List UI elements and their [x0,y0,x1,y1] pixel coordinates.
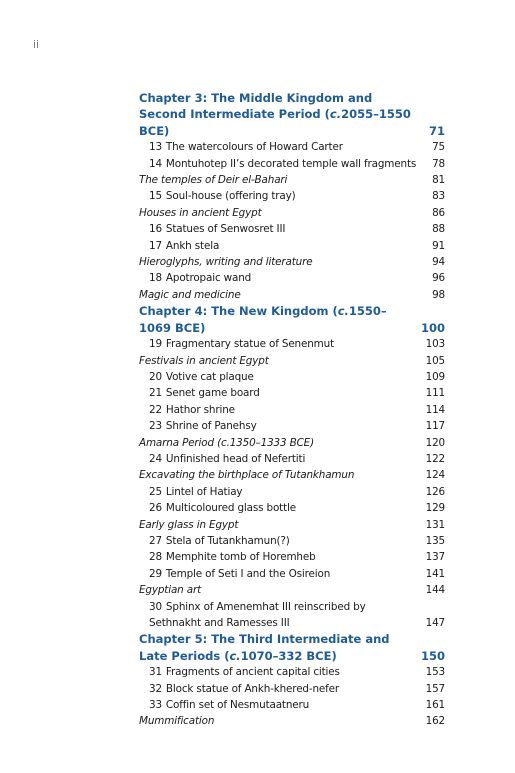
toc-entry [139,697,445,713]
entry-title [139,139,432,155]
chapter-title-dates: 2055–1550 BCE) [139,107,411,138]
page-ref: 131 [425,518,445,531]
entry-title-text: Sphinx of Amenemhat III reinscribed by Sethnakht and Ramesses III [149,600,366,629]
toc-entry [139,238,445,254]
page-ref: 114 [425,403,445,416]
toc-entry [139,385,445,401]
page-ref: 81 [432,174,445,187]
entry-number: 23 [149,420,162,433]
entry-title-text: Memphite tomb of Horemheb [165,551,316,564]
toc-essay [139,517,445,533]
page-ref: 117 [425,420,445,433]
toc-entry [139,451,445,467]
page-ref: 109 [425,370,445,383]
entry-number: 30 [149,600,162,613]
entry-title-text: Ankh stela [165,239,220,252]
entry-title [139,402,426,418]
entry-title-text: Unfinished head of Nefertiti [165,452,306,465]
entry-title [139,369,426,385]
page-ref: 75 [432,141,445,154]
page-ref: 129 [425,502,445,515]
page-ref: 122 [425,452,445,465]
entry-title-text: Houses in ancient Egypt [139,206,262,219]
page-ref: 83 [432,190,445,203]
toc-entry [139,369,445,385]
entry-number: 31 [149,666,162,679]
toc-essay [139,254,445,270]
page-ref: 153 [425,666,445,679]
entry-title [139,287,432,303]
entry-title-text: Hathor shrine [165,403,235,416]
chapter-heading [139,90,445,139]
entry-title-text: Mummification [139,715,215,728]
page-ref: 94 [432,256,445,269]
entry-title-text: Amarna Period (c.1350–1333 BCE) [139,436,315,449]
entry-number: 18 [149,272,162,285]
page-ref: 126 [425,485,445,498]
entry-title [139,451,426,467]
entry-number: 28 [149,551,162,564]
entry-title [139,385,426,401]
page-ref: 124 [425,469,445,482]
chapter-title-text: Chapter 5: The Third Intermediate and Late Periods ( [139,632,390,663]
toc-entry [139,418,445,434]
entry-title-text: Block statue of Ankh-khered-nefer [165,682,340,695]
toc-essay [139,467,445,483]
page-ref: 96 [432,272,445,285]
toc-entry [139,533,445,549]
toc-entry [139,139,445,155]
chapter-heading [139,631,445,664]
toc-entry [139,549,445,565]
entry-title-text: Montuhotep II’s decorated temple wall fragments [165,157,417,170]
entry-title-text: Stela of Tutankhamun(?) [165,534,290,547]
entry-number: 19 [149,338,162,351]
entry-number: 24 [149,452,162,465]
toc-entry [139,484,445,500]
page-ref: 100 [420,320,445,335]
chapter-title-circa: c. [329,107,342,122]
toc-entry [139,599,445,632]
entry-title [139,238,432,254]
entry-number: 14 [149,157,162,170]
entry-title [139,221,432,237]
page-ref: 141 [425,567,445,580]
entry-title-text: Lintel of Hatiay [165,485,243,498]
entry-title [139,172,432,188]
page-ref: 135 [425,534,445,547]
entry-number: 16 [149,223,162,236]
page-ref: 86 [432,206,445,219]
page-ref: 78 [432,157,445,170]
entry-title-text: Shrine of Panehsy [165,420,257,433]
entry-number: 13 [149,141,162,154]
entry-title [139,467,426,483]
entry-title [139,582,426,598]
chapter-title-circa: c. [337,304,349,319]
entry-title [139,353,426,369]
entry-number: 17 [149,239,162,252]
entry-title [139,599,426,632]
entry-title [139,336,426,352]
toc-entry [139,500,445,516]
entry-title-text: The temples of Deir el-Bahari [139,174,288,187]
page-ref: 162 [425,715,445,728]
toc-entry [139,566,445,582]
entry-title-text: Excavating the birthplace of Tutankhamun [139,469,355,482]
entry-title [139,435,426,451]
page-ref: 105 [425,354,445,367]
chapter-title [139,303,421,336]
entry-title [139,270,432,286]
entry-title-text: Temple of Seti I and the Osireion [165,567,331,580]
entry-title [139,697,426,713]
entry-title-text: Fragments of ancient capital cities [165,666,340,679]
page-ref: 161 [425,699,445,712]
entry-number: 25 [149,485,162,498]
page-ref: 71 [428,123,445,138]
toc-entry [139,156,445,172]
page-ref: 120 [425,436,445,449]
entry-title-text: Statues of Senwosret III [165,223,286,236]
toc-essay [139,713,445,729]
chapter-title-dates: 1550–1069 BCE) [139,304,387,335]
chapter-title [139,90,429,139]
entry-title-text: Coffin set of Nesmutaatneru [165,699,310,712]
page-ref: 88 [432,223,445,236]
toc-entry [139,664,445,680]
chapter-title-circa: c. [229,648,241,663]
entry-number: 33 [149,699,162,712]
entry-title-text: Festivals in ancient Egypt [139,354,269,367]
toc-essay [139,435,445,451]
entry-title [139,205,432,221]
entry-number: 26 [149,502,162,515]
entry-title-text: Magic and medicine [139,288,241,301]
page-ref: 150 [420,648,445,663]
chapter-title-text: Chapter 3: The Middle Kingdom and Second Intermediate Period ( [139,91,373,122]
page-ref: 103 [425,338,445,351]
table-of-contents [139,90,445,730]
entry-title [139,533,426,549]
page-ref: 111 [425,387,445,400]
toc-entry [139,402,445,418]
entry-title [139,566,426,582]
entry-title-text: Senet game board [165,387,260,400]
entry-title-text: Soul-house (offering tray) [165,190,296,203]
entry-title-text: The watercolours of Howard Carter [165,141,343,154]
entry-title [139,254,432,270]
entry-title-text: Multicoloured glass bottle [165,502,297,515]
page-ref: 144 [425,584,445,597]
entry-title [139,484,426,500]
entry-number: 15 [149,190,162,203]
entry-title [139,681,426,697]
toc-essay [139,353,445,369]
entry-title [139,517,426,533]
toc-entry [139,221,445,237]
entry-title-text: Hieroglyphs, writing and literature [139,256,313,269]
entry-number: 29 [149,567,162,580]
entry-title [139,664,426,680]
entry-title [139,418,426,434]
page-ref: 98 [432,288,445,301]
toc-entry [139,681,445,697]
chapter-title [139,631,421,664]
toc-entry [139,270,445,286]
toc-essay [139,582,445,598]
page-ref: 137 [425,551,445,564]
toc-essay [139,205,445,221]
entry-title-text: Apotropaic wand [165,272,252,285]
page-number: ii [33,38,40,51]
page-ref: 91 [432,239,445,252]
entry-title-text: Fragmentary statue of Senenmut [165,338,335,351]
page-ref: 157 [425,682,445,695]
toc-entry [139,188,445,204]
toc-entry [139,336,445,352]
chapter-title-dates: 1070–332 BCE) [240,648,337,663]
chapter-title-text: Chapter 4: The New Kingdom ( [139,304,338,319]
entry-number: 22 [149,403,162,416]
entry-number: 20 [149,370,162,383]
entry-title-text: Egyptian art [139,584,202,597]
entry-title [139,549,426,565]
entry-title-text: Votive cat plaque [165,370,254,383]
entry-title [139,500,426,516]
toc-essay [139,287,445,303]
entry-title [139,713,426,729]
page-ref: 147 [425,617,445,629]
entry-title-text: Early glass in Egypt [139,518,239,531]
entry-number: 21 [149,387,162,400]
entry-title [139,156,432,172]
entry-number: 32 [149,682,162,695]
entry-number: 27 [149,534,162,547]
entry-title [139,188,432,204]
toc-essay [139,172,445,188]
chapter-heading [139,303,445,336]
